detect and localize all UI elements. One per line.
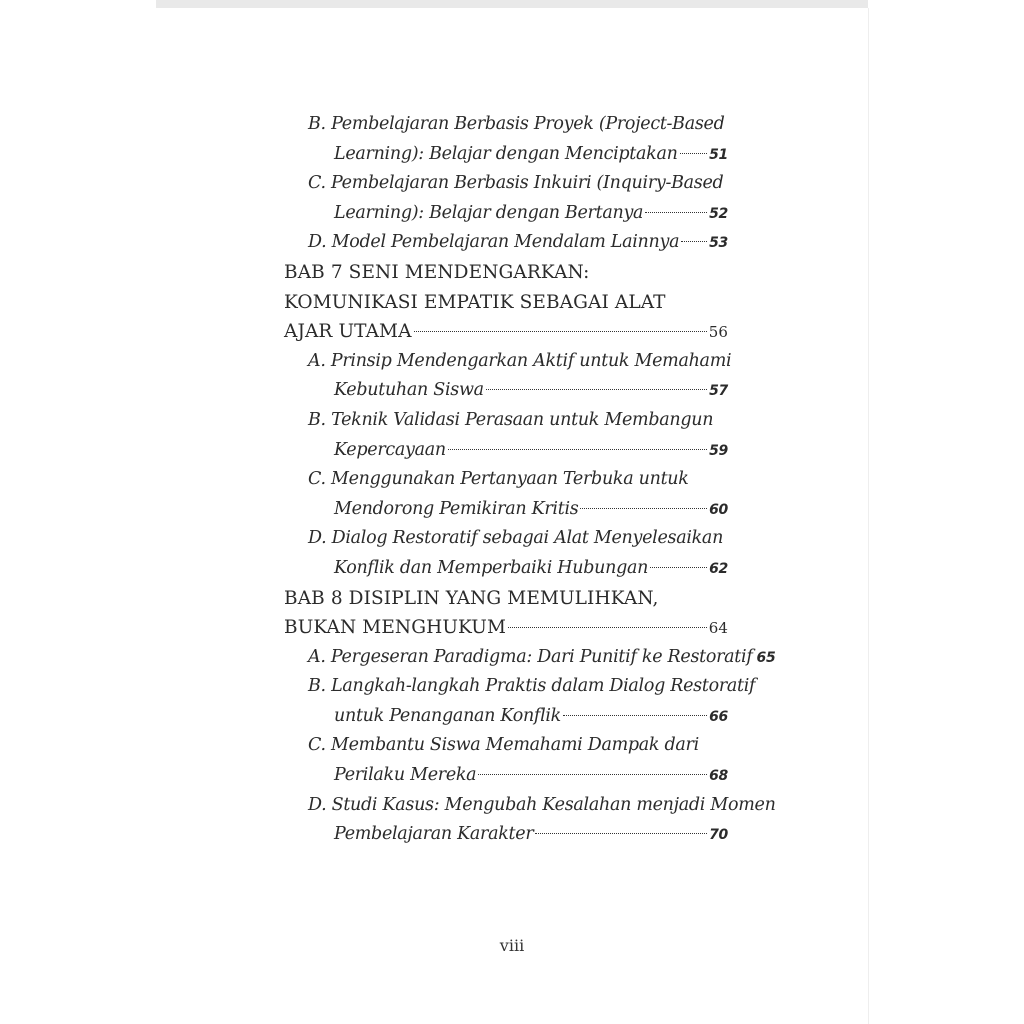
toc-entry-title: Kepercayaan <box>334 439 446 460</box>
top-edge-shadow <box>156 0 868 8</box>
dot-leader <box>680 153 708 154</box>
toc-section-entry <box>284 643 776 673</box>
toc-entry-title: AJAR UTAMA <box>284 321 412 343</box>
dot-leader <box>580 508 707 509</box>
toc-entry-title: untuk Penanganan Konflik <box>334 705 561 726</box>
page-number: viii <box>499 936 525 955</box>
toc-section-entry <box>284 524 728 583</box>
toc-page-number: 70 <box>709 827 728 844</box>
dot-leader <box>681 241 707 242</box>
toc-section-entry <box>284 347 732 406</box>
toc-entry-leader-line <box>284 702 728 732</box>
toc-entry-leader-line <box>284 317 728 347</box>
dot-leader <box>508 627 707 628</box>
dot-leader <box>486 389 707 390</box>
toc-entry-leader-line <box>284 376 728 406</box>
toc-page-number: 64 <box>708 619 728 638</box>
toc-entry-title-line: B. Teknik Validasi Perasaan untuk Membangun <box>308 409 714 430</box>
toc-page-number: 52 <box>709 205 728 222</box>
dot-leader <box>563 715 707 716</box>
dot-leader <box>650 567 707 568</box>
toc-section-entry <box>284 731 728 790</box>
toc-entry-title: A. Pergeseran Paradigma: Dari Punitif ke Restoratif <box>308 646 753 667</box>
toc-entry-leader-line <box>284 228 728 258</box>
dot-leader <box>448 449 707 450</box>
toc-entry-title-line: C. Menggunakan Pertanyaan Terbuka untuk <box>308 469 689 490</box>
toc-entry-leader-line <box>284 140 728 170</box>
dot-leader <box>645 212 707 213</box>
toc-chapter-entry <box>284 258 728 347</box>
toc-entry-title-line: BAB 8 DISIPLIN YANG MEMULIHKAN, <box>284 587 659 609</box>
toc-section-entry <box>284 110 728 169</box>
toc-entry-leader-line <box>284 554 728 584</box>
toc-page-number: 65 <box>756 649 776 666</box>
toc-entry-title-line: BAB 7 SENI MENDENGARKAN: <box>284 261 590 283</box>
book-page <box>156 8 869 1024</box>
toc-entry-leader-line <box>284 643 776 673</box>
toc-entry-leader-line <box>284 761 728 791</box>
toc-entry-title: Learning): Belajar dengan Bertanya <box>334 202 644 223</box>
toc-page-number: 57 <box>709 383 728 400</box>
dot-leader <box>414 331 707 332</box>
toc-page-number: 68 <box>709 768 728 785</box>
toc-entry-title: Kebutuhan Siswa <box>334 380 484 401</box>
toc-page-number: 56 <box>708 323 728 342</box>
toc-section-entry <box>284 169 728 228</box>
toc-entry-title-line: A. Prinsip Mendengarkan Aktif untuk Memahami <box>308 350 732 371</box>
toc-entry-title-line: KOMUNIKASI EMPATIK SEBAGAI ALAT <box>284 291 666 313</box>
toc-entry-leader-line <box>284 613 728 643</box>
toc-page-number: 51 <box>709 146 728 163</box>
dot-leader <box>535 833 707 834</box>
toc-entry-title: BUKAN MENGHUKUM <box>284 617 507 639</box>
toc-section-entry <box>284 228 728 258</box>
toc-entry-title-line: D. Dialog Restoratif sebagai Alat Menyelesaikan <box>308 528 724 549</box>
toc-page-number: 59 <box>709 442 728 459</box>
toc-entry-title: Mendorong Pemikiran Kritis <box>334 498 579 519</box>
toc-chapter-entry <box>284 584 728 643</box>
toc-entry-title: Konflik dan Memperbaiki Hubungan <box>334 557 649 578</box>
toc-page-number: 62 <box>709 560 728 577</box>
toc-section-entry <box>284 672 756 731</box>
toc-entry-title-line: B. Langkah-langkah Praktis dalam Dialog Restoratif <box>308 676 756 697</box>
toc-entry-leader-line <box>284 436 728 466</box>
toc-entry-leader-line <box>284 199 728 229</box>
toc-entry-leader-line <box>284 820 728 850</box>
toc-section-entry <box>284 406 728 465</box>
toc-entry-leader-line <box>284 495 728 525</box>
toc-entry-title-line: D. Studi Kasus: Mengubah Kesalahan menjadi Momen <box>308 794 776 815</box>
toc-entry-title: Pembelajaran Karakter <box>334 824 534 845</box>
table-of-contents <box>284 110 776 850</box>
toc-entry-title: Learning): Belajar dengan Menciptakan <box>334 143 678 164</box>
toc-entry-title-line: C. Pembelajaran Berbasis Inkuiri (Inquiry-Based <box>308 173 724 194</box>
toc-section-entry <box>284 465 728 524</box>
toc-page-number: 66 <box>709 708 728 725</box>
toc-entry-title: Perilaku Mereka <box>334 765 477 786</box>
toc-page-number: 53 <box>709 235 728 252</box>
toc-page-number: 60 <box>709 501 728 518</box>
toc-section-entry <box>284 791 776 850</box>
toc-entry-title: D. Model Pembelajaran Mendalam Lainnya <box>308 232 680 253</box>
toc-entry-title-line: C. Membantu Siswa Memahami Dampak dari <box>308 735 699 756</box>
dot-leader <box>478 774 707 775</box>
toc-entry-title-line: B. Pembelajaran Berbasis Proyek (Project-Based <box>308 114 725 134</box>
